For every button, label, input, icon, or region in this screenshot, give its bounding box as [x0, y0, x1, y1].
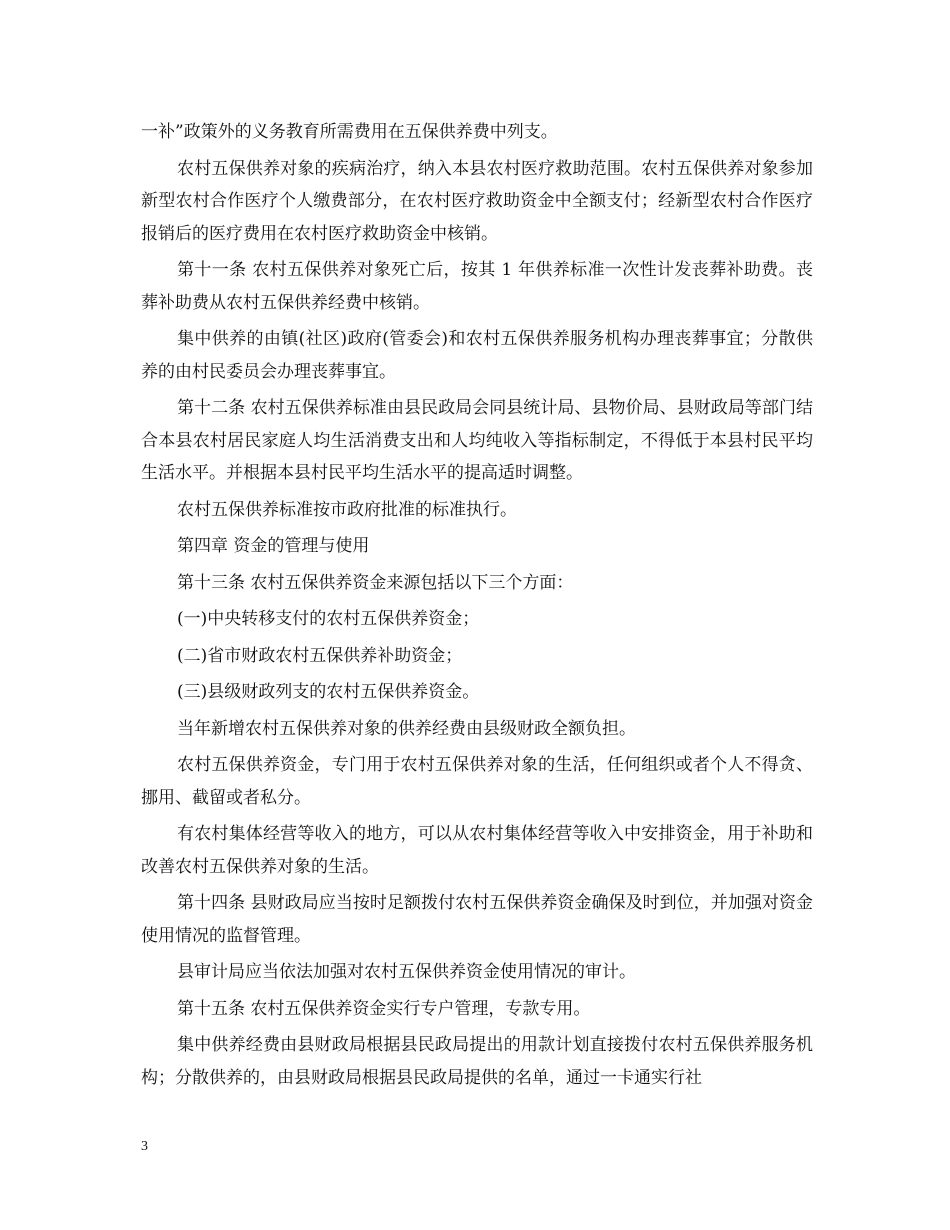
paragraph: (一)中央转移支付的农村五保供养资金；: [177, 609, 480, 629]
paragraph: 农村五保供养资金，专门用于农村五保供养对象的生活，任何组织或者个人不得贪、挪用、截留或者私分。: [141, 755, 813, 808]
paragraph: 第四章 资金的管理与使用: [177, 536, 370, 556]
paragraph: 第十四条 县财政局应当按时足额拨付农村五保供养资金确保及时到位，并加强对资金使用情况的监督管理。: [141, 893, 813, 946]
paragraph: 第十五条 农村五保供养资金实行专户管理，专款专用。: [177, 998, 591, 1019]
paragraph: 有农村集体经营等收入的地方，可以从农村集体经营等收入中安排资金，用于补助和改善农村五保供养对象的生活。: [141, 824, 813, 877]
paragraph: 集中供养的由镇(社区)政府(管委会)和农村五保供养服务机构办理丧葬事宜；分散供养的由村民委员会办理丧葬事宜。: [141, 329, 813, 382]
document-body: [141, 116, 813, 1098]
paragraph: 一补”政策外的义务教育所需费用在五保供养费中列支。: [141, 122, 558, 142]
paragraph: (三)县级财政列支的农村五保供养资金。: [177, 682, 480, 702]
paragraph: 第十三条 农村五保供养资金来源包括以下三个方面：: [177, 572, 574, 593]
paragraph: 农村五保供养标准按市政府批准的标准执行。: [177, 499, 517, 520]
paragraph: 第十一条 农村五保供养对象死亡后，按其 1 年供养标准一次性计发丧葬补助费。丧葬补助费从农村五保供养经费中核销。: [141, 260, 813, 313]
paragraph: 当年新增农村五保供养对象的供养经费由县级财政全额负担。: [177, 718, 636, 739]
paragraph: 第十二条 农村五保供养标准由县民政局会同县统计局、县物价局、县财政局等部门结合本县农村居民家庭人均生活消费支出和人均纯收入等指标制定，不得低于本县村民平均生活水平。并根据本县村民平均生活水平的提高适时调整。: [141, 398, 813, 483]
paragraph: 集中供养经费由县财政局根据县民政局提出的用款计划直接拨付农村五保供养服务机构；分散供养的，由县财政局根据县民政局提供的名单，通过一卡通实行社: [141, 1035, 813, 1088]
page-number: 3: [141, 1139, 148, 1154]
paragraph: 县审计局应当依法加强对农村五保供养资金使用情况的审计。: [177, 962, 636, 982]
paragraph: 农村五保供养对象的疾病治疗，纳入本县农村医疗救助范围。农村五保供养对象参加新型农村合作医疗个人缴费部分，在农村医疗救助资金中全额支付；经新型农村合作医疗报销后的医疗费用在农村医疗救助资金中核销。: [141, 158, 813, 244]
paragraph: (二)省市财政农村五保供养补助资金；: [177, 645, 463, 666]
